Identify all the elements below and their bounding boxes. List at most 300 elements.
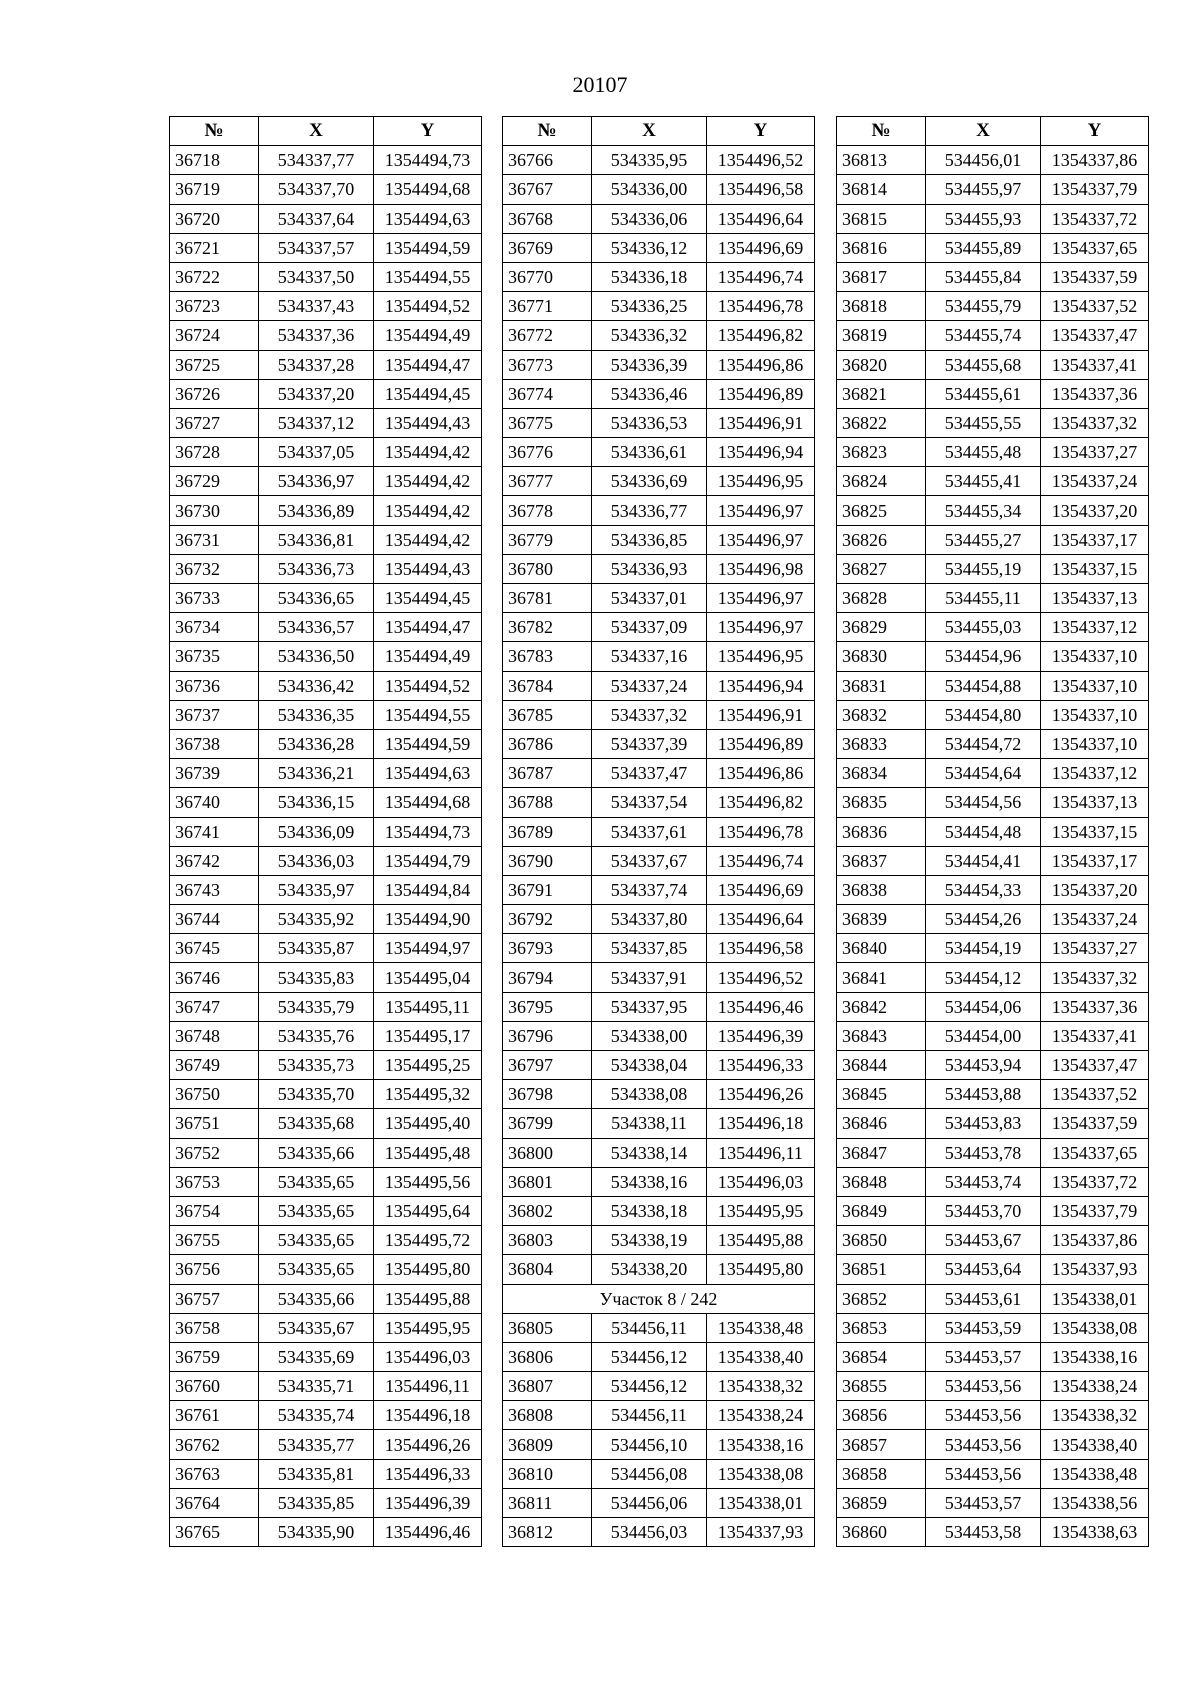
point-number-cell: 36824 — [837, 467, 926, 496]
coordinate-table-3 — [836, 116, 1149, 1547]
x-coordinate-cell: 534456,11 — [592, 1401, 707, 1430]
x-coordinate-cell: 534337,20 — [259, 379, 374, 408]
x-coordinate-cell: 534336,28 — [259, 729, 374, 758]
point-number-cell: 36785 — [503, 700, 592, 729]
x-coordinate-cell: 534337,91 — [592, 963, 707, 992]
table-row — [837, 759, 1149, 788]
y-coordinate-cell: 1354496,82 — [707, 788, 815, 817]
y-coordinate-cell: 1354496,89 — [707, 729, 815, 758]
table-row — [837, 1021, 1149, 1050]
x-coordinate-cell: 534335,66 — [259, 1138, 374, 1167]
header-number: № — [170, 117, 259, 146]
x-coordinate-cell: 534453,57 — [926, 1342, 1041, 1371]
point-number-cell: 36745 — [170, 934, 259, 963]
point-number-cell: 36802 — [503, 1196, 592, 1225]
y-coordinate-cell: 1354337,86 — [1041, 1226, 1149, 1255]
x-coordinate-cell: 534337,05 — [259, 438, 374, 467]
point-number-cell: 36852 — [837, 1284, 926, 1313]
y-coordinate-cell: 1354495,32 — [374, 1080, 482, 1109]
point-number-cell: 36807 — [503, 1372, 592, 1401]
y-coordinate-cell: 1354337,24 — [1041, 905, 1149, 934]
y-coordinate-cell: 1354338,48 — [707, 1313, 815, 1342]
table-row — [837, 1196, 1149, 1225]
table-row — [837, 846, 1149, 875]
y-coordinate-cell: 1354338,08 — [707, 1459, 815, 1488]
table-row — [837, 613, 1149, 642]
y-coordinate-cell: 1354494,52 — [374, 292, 482, 321]
x-coordinate-cell: 534337,74 — [592, 875, 707, 904]
x-coordinate-cell: 534335,67 — [259, 1313, 374, 1342]
table-row — [170, 1138, 482, 1167]
table-row — [503, 292, 815, 321]
table-row — [170, 1021, 482, 1050]
table-row — [503, 1051, 815, 1080]
y-coordinate-cell: 1354496,18 — [707, 1109, 815, 1138]
x-coordinate-cell: 534336,61 — [592, 438, 707, 467]
point-number-cell: 36805 — [503, 1313, 592, 1342]
point-number-cell: 36854 — [837, 1342, 926, 1371]
y-coordinate-cell: 1354494,45 — [374, 379, 482, 408]
y-coordinate-cell: 1354337,41 — [1041, 350, 1149, 379]
point-number-cell: 36793 — [503, 934, 592, 963]
table-row — [503, 233, 815, 262]
point-number-cell: 36837 — [837, 846, 926, 875]
point-number-cell: 36839 — [837, 905, 926, 934]
table-row — [837, 1313, 1149, 1342]
x-coordinate-cell: 534455,27 — [926, 525, 1041, 554]
point-number-cell: 36736 — [170, 671, 259, 700]
point-number-cell: 36801 — [503, 1167, 592, 1196]
table-row — [170, 700, 482, 729]
point-number-cell: 36808 — [503, 1401, 592, 1430]
x-coordinate-cell: 534336,15 — [259, 788, 374, 817]
x-coordinate-cell: 534453,78 — [926, 1138, 1041, 1167]
y-coordinate-cell: 1354494,42 — [374, 496, 482, 525]
x-coordinate-cell: 534454,33 — [926, 875, 1041, 904]
y-coordinate-cell: 1354494,42 — [374, 438, 482, 467]
table-row — [503, 1138, 815, 1167]
x-coordinate-cell: 534455,34 — [926, 496, 1041, 525]
table-row — [837, 262, 1149, 291]
y-coordinate-cell: 1354496,82 — [707, 321, 815, 350]
table-row — [837, 671, 1149, 700]
x-coordinate-cell: 534335,79 — [259, 992, 374, 1021]
point-number-cell: 36737 — [170, 700, 259, 729]
table-row — [170, 1080, 482, 1109]
point-number-cell: 36799 — [503, 1109, 592, 1138]
y-coordinate-cell: 1354496,74 — [707, 846, 815, 875]
y-coordinate-cell: 1354494,68 — [374, 175, 482, 204]
point-number-cell: 36719 — [170, 175, 259, 204]
table-row — [170, 934, 482, 963]
table-row — [837, 321, 1149, 350]
x-coordinate-cell: 534454,80 — [926, 700, 1041, 729]
table-row — [837, 1401, 1149, 1430]
table-row — [170, 350, 482, 379]
x-coordinate-cell: 534337,77 — [259, 146, 374, 175]
point-number-cell: 36806 — [503, 1342, 592, 1371]
x-coordinate-cell: 534455,97 — [926, 175, 1041, 204]
point-number-cell: 36762 — [170, 1430, 259, 1459]
x-coordinate-cell: 534454,26 — [926, 905, 1041, 934]
point-number-cell: 36772 — [503, 321, 592, 350]
x-coordinate-cell: 534337,57 — [259, 233, 374, 262]
x-coordinate-cell: 534453,61 — [926, 1284, 1041, 1313]
y-coordinate-cell: 1354496,69 — [707, 875, 815, 904]
table-row — [170, 408, 482, 437]
y-coordinate-cell: 1354496,94 — [707, 438, 815, 467]
x-coordinate-cell: 534453,64 — [926, 1255, 1041, 1284]
y-coordinate-cell: 1354496,86 — [707, 759, 815, 788]
x-coordinate-cell: 534336,89 — [259, 496, 374, 525]
table-row — [170, 1372, 482, 1401]
x-coordinate-cell: 534337,47 — [592, 759, 707, 788]
point-number-cell: 36743 — [170, 875, 259, 904]
x-coordinate-cell: 534335,68 — [259, 1109, 374, 1138]
y-coordinate-cell: 1354496,74 — [707, 262, 815, 291]
x-coordinate-cell: 534335,74 — [259, 1401, 374, 1430]
y-coordinate-cell: 1354338,24 — [1041, 1372, 1149, 1401]
table-row — [837, 175, 1149, 204]
y-coordinate-cell: 1354338,48 — [1041, 1459, 1149, 1488]
point-number-cell: 36723 — [170, 292, 259, 321]
x-coordinate-cell: 534337,50 — [259, 262, 374, 291]
y-coordinate-cell: 1354494,55 — [374, 700, 482, 729]
x-coordinate-cell: 534454,48 — [926, 817, 1041, 846]
x-coordinate-cell: 534335,65 — [259, 1167, 374, 1196]
point-number-cell: 36746 — [170, 963, 259, 992]
table-row — [503, 496, 815, 525]
x-coordinate-cell: 534337,64 — [259, 204, 374, 233]
x-coordinate-cell: 534336,73 — [259, 554, 374, 583]
y-coordinate-cell: 1354496,91 — [707, 700, 815, 729]
x-coordinate-cell: 534454,88 — [926, 671, 1041, 700]
point-number-cell: 36744 — [170, 905, 259, 934]
point-number-cell: 36738 — [170, 729, 259, 758]
y-coordinate-cell: 1354338,16 — [1041, 1342, 1149, 1371]
table-row — [837, 350, 1149, 379]
y-coordinate-cell: 1354496,39 — [707, 1021, 815, 1050]
point-number-cell: 36776 — [503, 438, 592, 467]
table-row — [837, 963, 1149, 992]
table-row — [170, 1196, 482, 1225]
x-coordinate-cell: 534335,65 — [259, 1255, 374, 1284]
y-coordinate-cell: 1354337,13 — [1041, 788, 1149, 817]
x-coordinate-cell: 534453,88 — [926, 1080, 1041, 1109]
point-number-cell: 36727 — [170, 408, 259, 437]
y-coordinate-cell: 1354496,26 — [374, 1430, 482, 1459]
point-number-cell: 36728 — [170, 438, 259, 467]
y-coordinate-cell: 1354496,97 — [707, 584, 815, 613]
point-number-cell: 36759 — [170, 1342, 259, 1371]
y-coordinate-cell: 1354338,01 — [707, 1488, 815, 1517]
point-number-cell: 36778 — [503, 496, 592, 525]
y-coordinate-cell: 1354337,72 — [1041, 1167, 1149, 1196]
y-coordinate-cell: 1354337,10 — [1041, 700, 1149, 729]
point-number-cell: 36748 — [170, 1021, 259, 1050]
x-coordinate-cell: 534455,79 — [926, 292, 1041, 321]
point-number-cell: 36752 — [170, 1138, 259, 1167]
table-row — [503, 992, 815, 1021]
table-row — [170, 1488, 482, 1517]
x-coordinate-cell: 534455,61 — [926, 379, 1041, 408]
y-coordinate-cell: 1354496,46 — [374, 1518, 482, 1547]
point-number-cell: 36851 — [837, 1255, 926, 1284]
x-coordinate-cell: 534335,83 — [259, 963, 374, 992]
table-row — [837, 1488, 1149, 1517]
point-number-cell: 36761 — [170, 1401, 259, 1430]
x-coordinate-cell: 534338,20 — [592, 1255, 707, 1284]
x-coordinate-cell: 534338,04 — [592, 1051, 707, 1080]
point-number-cell: 36829 — [837, 613, 926, 642]
x-coordinate-cell: 534455,11 — [926, 584, 1041, 613]
header-y: Y — [374, 117, 482, 146]
y-coordinate-cell: 1354337,13 — [1041, 584, 1149, 613]
x-coordinate-cell: 534336,85 — [592, 525, 707, 554]
y-coordinate-cell: 1354337,17 — [1041, 525, 1149, 554]
y-coordinate-cell: 1354337,79 — [1041, 175, 1149, 204]
y-coordinate-cell: 1354494,63 — [374, 204, 482, 233]
point-number-cell: 36758 — [170, 1313, 259, 1342]
y-coordinate-cell: 1354337,72 — [1041, 204, 1149, 233]
table-row — [503, 321, 815, 350]
y-coordinate-cell: 1354494,42 — [374, 525, 482, 554]
table-row — [503, 817, 815, 846]
x-coordinate-cell: 534455,19 — [926, 554, 1041, 583]
table-row — [503, 262, 815, 291]
table-row — [837, 934, 1149, 963]
point-number-cell: 36787 — [503, 759, 592, 788]
table-row — [837, 292, 1149, 321]
x-coordinate-cell: 534337,28 — [259, 350, 374, 379]
x-coordinate-cell: 534456,03 — [592, 1518, 707, 1547]
y-coordinate-cell: 1354494,55 — [374, 262, 482, 291]
point-number-cell: 36817 — [837, 262, 926, 291]
table-row — [503, 1226, 815, 1255]
point-number-cell: 36777 — [503, 467, 592, 496]
x-coordinate-cell: 534454,12 — [926, 963, 1041, 992]
x-coordinate-cell: 534336,69 — [592, 467, 707, 496]
point-number-cell: 36859 — [837, 1488, 926, 1517]
table-row — [837, 1342, 1149, 1371]
x-coordinate-cell: 534338,08 — [592, 1080, 707, 1109]
point-number-cell: 36826 — [837, 525, 926, 554]
point-number-cell: 36791 — [503, 875, 592, 904]
point-number-cell: 36766 — [503, 146, 592, 175]
x-coordinate-cell: 534335,69 — [259, 1342, 374, 1371]
x-coordinate-cell: 534335,65 — [259, 1196, 374, 1225]
x-coordinate-cell: 534454,64 — [926, 759, 1041, 788]
table-row — [170, 1459, 482, 1488]
x-coordinate-cell: 534336,18 — [592, 262, 707, 291]
table-row — [170, 262, 482, 291]
y-coordinate-cell: 1354337,12 — [1041, 613, 1149, 642]
x-coordinate-cell: 534336,09 — [259, 817, 374, 846]
point-number-cell: 36755 — [170, 1226, 259, 1255]
table-row — [170, 146, 482, 175]
point-number-cell: 36722 — [170, 262, 259, 291]
table-row — [837, 817, 1149, 846]
point-number-cell: 36724 — [170, 321, 259, 350]
table-row — [503, 642, 815, 671]
point-number-cell: 36797 — [503, 1051, 592, 1080]
x-coordinate-cell: 534454,56 — [926, 788, 1041, 817]
table-row — [170, 1518, 482, 1547]
x-coordinate-cell: 534335,85 — [259, 1488, 374, 1517]
table-row — [170, 1430, 482, 1459]
table-row — [503, 1021, 815, 1050]
table-row — [170, 1167, 482, 1196]
point-number-cell: 36811 — [503, 1488, 592, 1517]
table-row — [503, 1401, 815, 1430]
x-coordinate-cell: 534337,16 — [592, 642, 707, 671]
point-number-cell: 36831 — [837, 671, 926, 700]
header-x: X — [926, 117, 1041, 146]
table-row — [170, 496, 482, 525]
y-coordinate-cell: 1354496,26 — [707, 1080, 815, 1109]
x-coordinate-cell: 534456,08 — [592, 1459, 707, 1488]
x-coordinate-cell: 534336,46 — [592, 379, 707, 408]
x-coordinate-cell: 534336,25 — [592, 292, 707, 321]
table-row — [503, 1313, 815, 1342]
point-number-cell: 36821 — [837, 379, 926, 408]
point-number-cell: 36788 — [503, 788, 592, 817]
point-number-cell: 36816 — [837, 233, 926, 262]
point-number-cell: 36828 — [837, 584, 926, 613]
y-coordinate-cell: 1354338,40 — [707, 1342, 815, 1371]
table-row — [170, 613, 482, 642]
y-coordinate-cell: 1354496,89 — [707, 379, 815, 408]
y-coordinate-cell: 1354496,18 — [374, 1401, 482, 1430]
table-row — [170, 204, 482, 233]
table-row — [503, 1342, 815, 1371]
x-coordinate-cell: 534454,72 — [926, 729, 1041, 758]
y-coordinate-cell: 1354495,17 — [374, 1021, 482, 1050]
table-row — [503, 729, 815, 758]
x-coordinate-cell: 534336,06 — [592, 204, 707, 233]
y-coordinate-cell: 1354494,47 — [374, 350, 482, 379]
y-coordinate-cell: 1354337,59 — [1041, 1109, 1149, 1138]
y-coordinate-cell: 1354496,97 — [707, 525, 815, 554]
x-coordinate-cell: 534335,90 — [259, 1518, 374, 1547]
x-coordinate-cell: 534335,77 — [259, 1430, 374, 1459]
y-coordinate-cell: 1354496,98 — [707, 554, 815, 583]
point-number-cell: 36764 — [170, 1488, 259, 1517]
y-coordinate-cell: 1354494,45 — [374, 584, 482, 613]
table-row — [837, 1109, 1149, 1138]
x-coordinate-cell: 534456,01 — [926, 146, 1041, 175]
x-coordinate-cell: 534335,71 — [259, 1372, 374, 1401]
y-coordinate-cell: 1354494,79 — [374, 846, 482, 875]
table-row — [170, 584, 482, 613]
y-coordinate-cell: 1354495,40 — [374, 1109, 482, 1138]
table-header-row — [170, 117, 482, 146]
x-coordinate-cell: 534337,01 — [592, 584, 707, 613]
y-coordinate-cell: 1354496,58 — [707, 934, 815, 963]
section-label: Участок 8 / 242 — [503, 1284, 815, 1313]
y-coordinate-cell: 1354494,97 — [374, 934, 482, 963]
table-row — [837, 1284, 1149, 1313]
table-row — [503, 438, 815, 467]
table-row — [503, 1196, 815, 1225]
point-number-cell: 36771 — [503, 292, 592, 321]
y-coordinate-cell: 1354338,32 — [1041, 1401, 1149, 1430]
y-coordinate-cell: 1354338,08 — [1041, 1313, 1149, 1342]
y-coordinate-cell: 1354494,59 — [374, 233, 482, 262]
header-x: X — [592, 117, 707, 146]
y-coordinate-cell: 1354495,80 — [707, 1255, 815, 1284]
x-coordinate-cell: 534335,95 — [592, 146, 707, 175]
table-row — [837, 146, 1149, 175]
point-number-cell: 36765 — [170, 1518, 259, 1547]
x-coordinate-cell: 534336,65 — [259, 584, 374, 613]
x-coordinate-cell: 534453,57 — [926, 1488, 1041, 1517]
table-row — [503, 1459, 815, 1488]
x-coordinate-cell: 534337,54 — [592, 788, 707, 817]
table-row — [837, 905, 1149, 934]
x-coordinate-cell: 534454,00 — [926, 1021, 1041, 1050]
y-coordinate-cell: 1354337,52 — [1041, 292, 1149, 321]
table-row — [837, 729, 1149, 758]
point-number-cell: 36830 — [837, 642, 926, 671]
table-row — [837, 496, 1149, 525]
point-number-cell: 36842 — [837, 992, 926, 1021]
point-number-cell: 36741 — [170, 817, 259, 846]
y-coordinate-cell: 1354495,56 — [374, 1167, 482, 1196]
x-coordinate-cell: 534336,77 — [592, 496, 707, 525]
y-coordinate-cell: 1354496,52 — [707, 963, 815, 992]
point-number-cell: 36803 — [503, 1226, 592, 1255]
table-row — [503, 408, 815, 437]
table-row — [837, 1372, 1149, 1401]
table-row — [170, 992, 482, 1021]
point-number-cell: 36857 — [837, 1430, 926, 1459]
table-row — [503, 350, 815, 379]
y-coordinate-cell: 1354338,32 — [707, 1372, 815, 1401]
y-coordinate-cell: 1354494,59 — [374, 729, 482, 758]
point-number-cell: 36856 — [837, 1401, 926, 1430]
table-row — [503, 963, 815, 992]
y-coordinate-cell: 1354496,95 — [707, 467, 815, 496]
point-number-cell: 36796 — [503, 1021, 592, 1050]
table-row — [503, 1255, 815, 1284]
x-coordinate-cell: 534336,53 — [592, 408, 707, 437]
point-number-cell: 36800 — [503, 1138, 592, 1167]
point-number-cell: 36769 — [503, 233, 592, 262]
x-coordinate-cell: 534453,59 — [926, 1313, 1041, 1342]
point-number-cell: 36860 — [837, 1518, 926, 1547]
point-number-cell: 36846 — [837, 1109, 926, 1138]
y-coordinate-cell: 1354494,63 — [374, 759, 482, 788]
x-coordinate-cell: 534336,12 — [592, 233, 707, 262]
table-row — [503, 1430, 815, 1459]
x-coordinate-cell: 534454,06 — [926, 992, 1041, 1021]
point-number-cell: 36835 — [837, 788, 926, 817]
point-number-cell: 36718 — [170, 146, 259, 175]
page-number: 20107 — [572, 72, 628, 97]
point-number-cell: 36730 — [170, 496, 259, 525]
x-coordinate-cell: 534336,32 — [592, 321, 707, 350]
x-coordinate-cell: 534455,93 — [926, 204, 1041, 233]
table-row — [170, 554, 482, 583]
point-number-cell: 36726 — [170, 379, 259, 408]
point-number-cell: 36760 — [170, 1372, 259, 1401]
point-number-cell: 36795 — [503, 992, 592, 1021]
table-row — [837, 233, 1149, 262]
y-coordinate-cell: 1354337,59 — [1041, 262, 1149, 291]
x-coordinate-cell: 534453,58 — [926, 1518, 1041, 1547]
point-number-cell: 36780 — [503, 554, 592, 583]
